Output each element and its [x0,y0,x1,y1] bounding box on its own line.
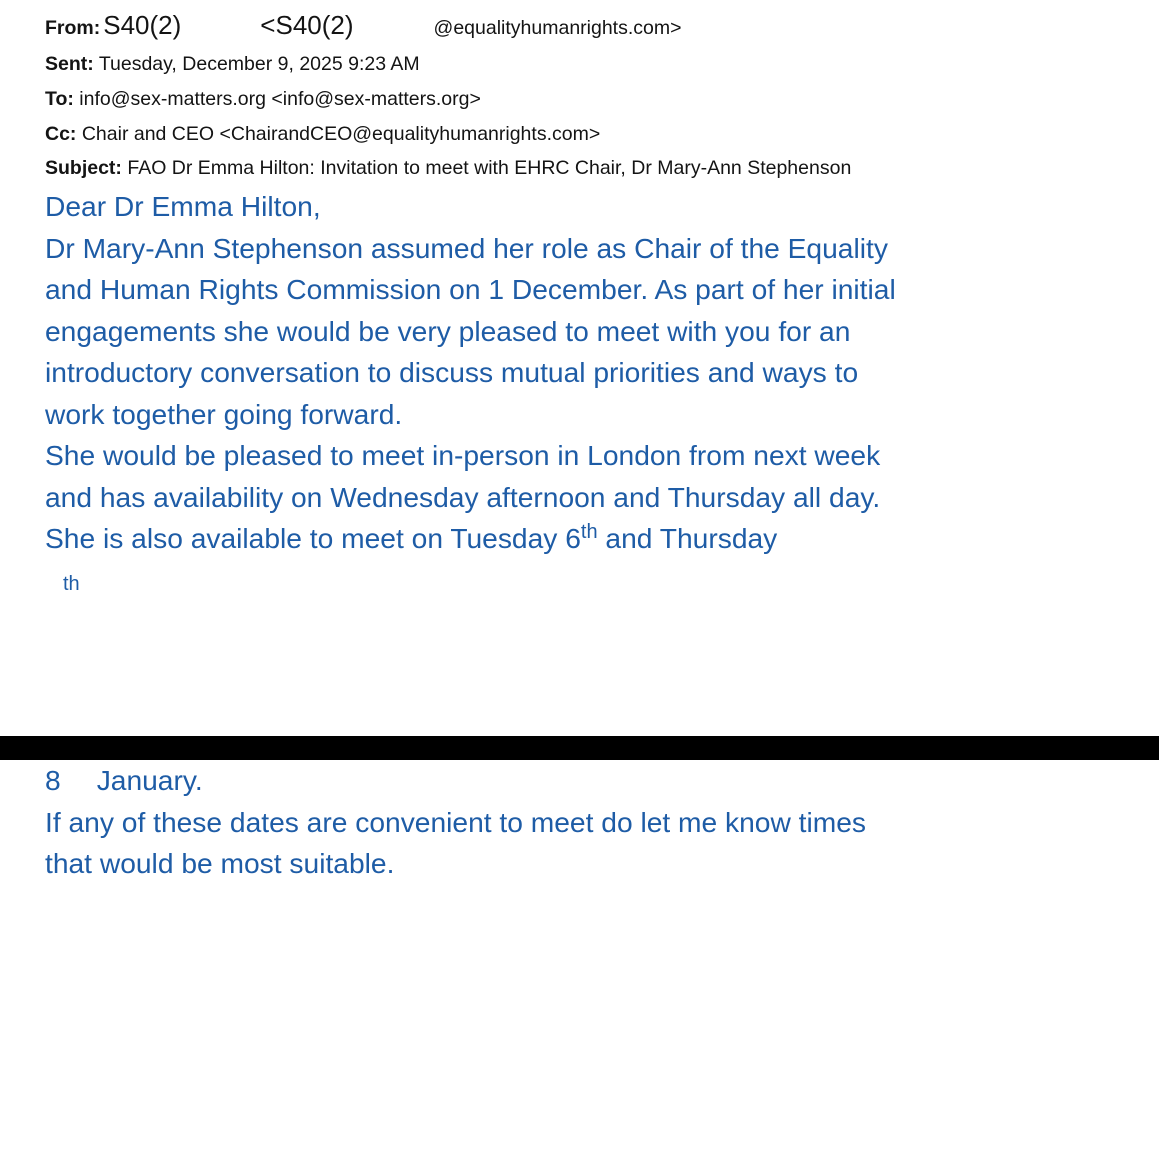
header-subject-line [45,151,1114,186]
header-sent-line [45,47,1114,82]
header-to-line [45,82,1114,117]
to-value: info@sex-matters.org <info@sex-matters.org> [73,87,481,110]
body-line-text: and Thursday [597,522,778,555]
ordinal-superscript: th [580,521,598,544]
body-line: work together going forward. [45,397,403,430]
cc-value: Chair and CEO <ChairandCEO@equalityhumanrights.com> [76,122,601,145]
body-line-text: She is also available to meet on Tuesday 6 [45,522,581,555]
body-line: engagements she would be very pleased to meet with you for an [45,314,851,347]
email-body [45,186,1114,885]
body-line: She would be pleased to meet in-person in London from next week [45,439,881,472]
body-closing-paragraph [45,802,1114,885]
body-line [45,522,777,554]
email-header [45,6,1114,186]
header-cc-line [45,117,1114,152]
orphan-superscript-fragment: th [63,572,80,595]
from-address-redaction: <S40(2) [260,10,354,40]
header-from-line [45,6,1114,47]
from-domain: @equalityhumanrights.com> [433,17,682,39]
body-line: and Human Rights Commission on 1 December. As part of her initial [45,273,896,306]
salutation: Dear Dr Emma Hilton, [45,190,321,223]
subject-value: FAO Dr Emma Hilton: Invitation to meet with EHRC Chair, Dr Mary-Ann Stephenson [121,157,852,180]
date-month: January. [96,764,203,797]
from-sender-redaction: S40(2) [103,10,182,40]
from-label: From: [45,17,101,39]
date-day: 8 [45,764,61,797]
body-date-line [45,760,1114,802]
body-line: introductory conversation to discuss mutual priorities and ways to [45,356,859,389]
sent-label: Sent: [45,53,94,75]
to-label: To: [45,87,74,110]
cc-label: Cc: [45,122,77,145]
body-paragraph-1 [45,228,1114,436]
body-line: and has availability on Wednesday afternoon and Thursday all day. [45,480,881,513]
body-paragraph-2 [45,435,1114,605]
body-line: If any of these dates are convenient to meet do let me know times [45,805,867,838]
body-line: Dr Mary-Ann Stephenson assumed her role as Chair of the Equality [45,231,888,264]
body-line: that would be most suitable. [45,847,395,880]
subject-label: Subject: [45,157,122,180]
sent-value: Tuesday, December 9, 2025 9:23 AM [93,53,420,75]
redaction-bar [0,736,1159,760]
